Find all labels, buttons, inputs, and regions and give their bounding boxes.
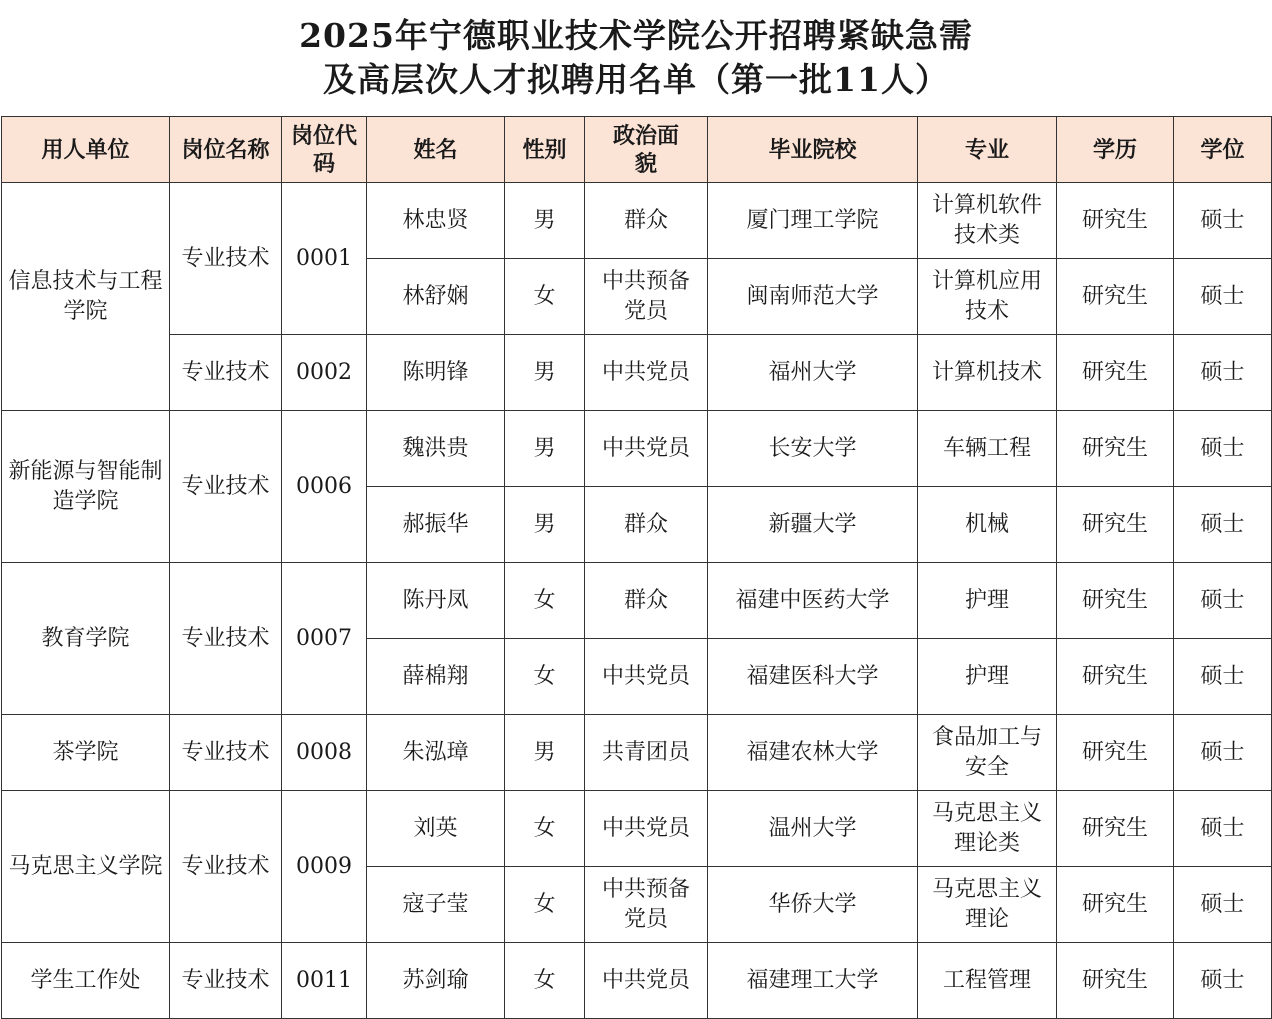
school-cell: 华侨大学	[708, 867, 918, 943]
unit-cell: 教育学院	[2, 563, 170, 715]
major-cell: 食品加工与安全	[918, 715, 1057, 791]
table-row	[2, 563, 1272, 639]
school-cell: 福建理工大学	[708, 943, 918, 1019]
political-cell: 中共党员	[585, 411, 708, 487]
post-name-cell: 专业技术	[170, 411, 282, 563]
major-cell: 计算机软件技术类	[918, 183, 1057, 259]
post-name-cell: 专业技术	[170, 715, 282, 791]
gender-cell: 男	[505, 335, 585, 411]
degree-cell: 硕士	[1174, 867, 1272, 943]
school-cell: 厦门理工学院	[708, 183, 918, 259]
gender-cell: 女	[505, 867, 585, 943]
major-cell: 计算机技术	[918, 335, 1057, 411]
school-cell: 福州大学	[708, 335, 918, 411]
degree-cell: 硕士	[1174, 487, 1272, 563]
table-row	[2, 183, 1272, 259]
post-code-cell: 0007	[282, 563, 367, 715]
unit-cell: 学生工作处	[2, 943, 170, 1019]
post-code-cell: 0001	[282, 183, 367, 335]
post-code-cell: 0002	[282, 335, 367, 411]
table-row	[2, 411, 1272, 487]
education-cell: 研究生	[1057, 715, 1174, 791]
political-cell: 中共预备党员	[585, 259, 708, 335]
title-line-1: 2025年宁德职业技术学院公开招聘紧缺急需	[299, 16, 973, 55]
hiring-table	[1, 116, 1272, 1019]
name-cell: 刘英	[367, 791, 505, 867]
education-cell: 研究生	[1057, 487, 1174, 563]
degree-cell: 硕士	[1174, 943, 1272, 1019]
gender-cell: 男	[505, 183, 585, 259]
major-cell: 护理	[918, 639, 1057, 715]
header-name: 姓名	[367, 117, 505, 183]
unit-cell: 新能源与智能制造学院	[2, 411, 170, 563]
political-cell: 中共预备党员	[585, 867, 708, 943]
unit-cell: 马克思主义学院	[2, 791, 170, 943]
gender-cell: 女	[505, 943, 585, 1019]
header-gender: 性别	[505, 117, 585, 183]
gender-cell: 男	[505, 487, 585, 563]
degree-cell: 硕士	[1174, 411, 1272, 487]
name-cell: 林忠贤	[367, 183, 505, 259]
table-row	[2, 943, 1272, 1019]
post-code-cell: 0009	[282, 791, 367, 943]
header-major: 专业	[918, 117, 1057, 183]
post-code-cell: 0006	[282, 411, 367, 563]
education-cell: 研究生	[1057, 639, 1174, 715]
page-title	[0, 0, 1272, 116]
name-cell: 陈明锋	[367, 335, 505, 411]
education-cell: 研究生	[1057, 943, 1174, 1019]
header-school: 毕业院校	[708, 117, 918, 183]
education-cell: 研究生	[1057, 183, 1174, 259]
name-cell: 郝振华	[367, 487, 505, 563]
name-cell: 苏剑瑜	[367, 943, 505, 1019]
major-cell: 机械	[918, 487, 1057, 563]
degree-cell: 硕士	[1174, 183, 1272, 259]
header-unit: 用人单位	[2, 117, 170, 183]
degree-cell: 硕士	[1174, 563, 1272, 639]
major-cell: 计算机应用技术	[918, 259, 1057, 335]
degree-cell: 硕士	[1174, 715, 1272, 791]
major-cell: 马克思主义理论类	[918, 791, 1057, 867]
gender-cell: 女	[505, 259, 585, 335]
school-cell: 福建农林大学	[708, 715, 918, 791]
table-row	[2, 335, 1272, 411]
table-row	[2, 791, 1272, 867]
title-line-2: 及高层次人才拟聘用名单（第一批11人）	[323, 60, 949, 99]
unit-cell: 信息技术与工程学院	[2, 183, 170, 411]
header-education: 学历	[1057, 117, 1174, 183]
post-code-cell: 0011	[282, 943, 367, 1019]
name-cell: 寇子莹	[367, 867, 505, 943]
education-cell: 研究生	[1057, 411, 1174, 487]
school-cell: 温州大学	[708, 791, 918, 867]
school-cell: 福建中医药大学	[708, 563, 918, 639]
name-cell: 魏洪贵	[367, 411, 505, 487]
education-cell: 研究生	[1057, 563, 1174, 639]
major-cell: 车辆工程	[918, 411, 1057, 487]
political-cell: 群众	[585, 563, 708, 639]
education-cell: 研究生	[1057, 791, 1174, 867]
major-cell: 护理	[918, 563, 1057, 639]
education-cell: 研究生	[1057, 259, 1174, 335]
header-degree: 学位	[1174, 117, 1272, 183]
school-cell: 长安大学	[708, 411, 918, 487]
name-cell: 林舒娴	[367, 259, 505, 335]
major-cell: 马克思主义理论	[918, 867, 1057, 943]
degree-cell: 硕士	[1174, 639, 1272, 715]
post-name-cell: 专业技术	[170, 335, 282, 411]
gender-cell: 男	[505, 715, 585, 791]
header-political: 政治面貌	[585, 117, 708, 183]
education-cell: 研究生	[1057, 335, 1174, 411]
post-code-cell: 0008	[282, 715, 367, 791]
political-cell: 共青团员	[585, 715, 708, 791]
major-cell: 工程管理	[918, 943, 1057, 1019]
header-post-name: 岗位名称	[170, 117, 282, 183]
school-cell: 新疆大学	[708, 487, 918, 563]
post-name-cell: 专业技术	[170, 791, 282, 943]
political-cell: 中共党员	[585, 335, 708, 411]
gender-cell: 男	[505, 411, 585, 487]
post-name-cell: 专业技术	[170, 943, 282, 1019]
header-post-code: 岗位代码	[282, 117, 367, 183]
gender-cell: 女	[505, 563, 585, 639]
degree-cell: 硕士	[1174, 335, 1272, 411]
political-cell: 群众	[585, 183, 708, 259]
degree-cell: 硕士	[1174, 259, 1272, 335]
political-cell: 中共党员	[585, 791, 708, 867]
name-cell: 陈丹凤	[367, 563, 505, 639]
name-cell: 薛棉翔	[367, 639, 505, 715]
political-cell: 群众	[585, 487, 708, 563]
post-name-cell: 专业技术	[170, 183, 282, 335]
political-cell: 中共党员	[585, 639, 708, 715]
political-cell: 中共党员	[585, 943, 708, 1019]
table-row	[2, 715, 1272, 791]
school-cell: 福建医科大学	[708, 639, 918, 715]
education-cell: 研究生	[1057, 867, 1174, 943]
gender-cell: 女	[505, 791, 585, 867]
degree-cell: 硕士	[1174, 791, 1272, 867]
name-cell: 朱泓璋	[367, 715, 505, 791]
post-name-cell: 专业技术	[170, 563, 282, 715]
unit-cell: 茶学院	[2, 715, 170, 791]
header-row	[2, 117, 1272, 183]
school-cell: 闽南师范大学	[708, 259, 918, 335]
gender-cell: 女	[505, 639, 585, 715]
